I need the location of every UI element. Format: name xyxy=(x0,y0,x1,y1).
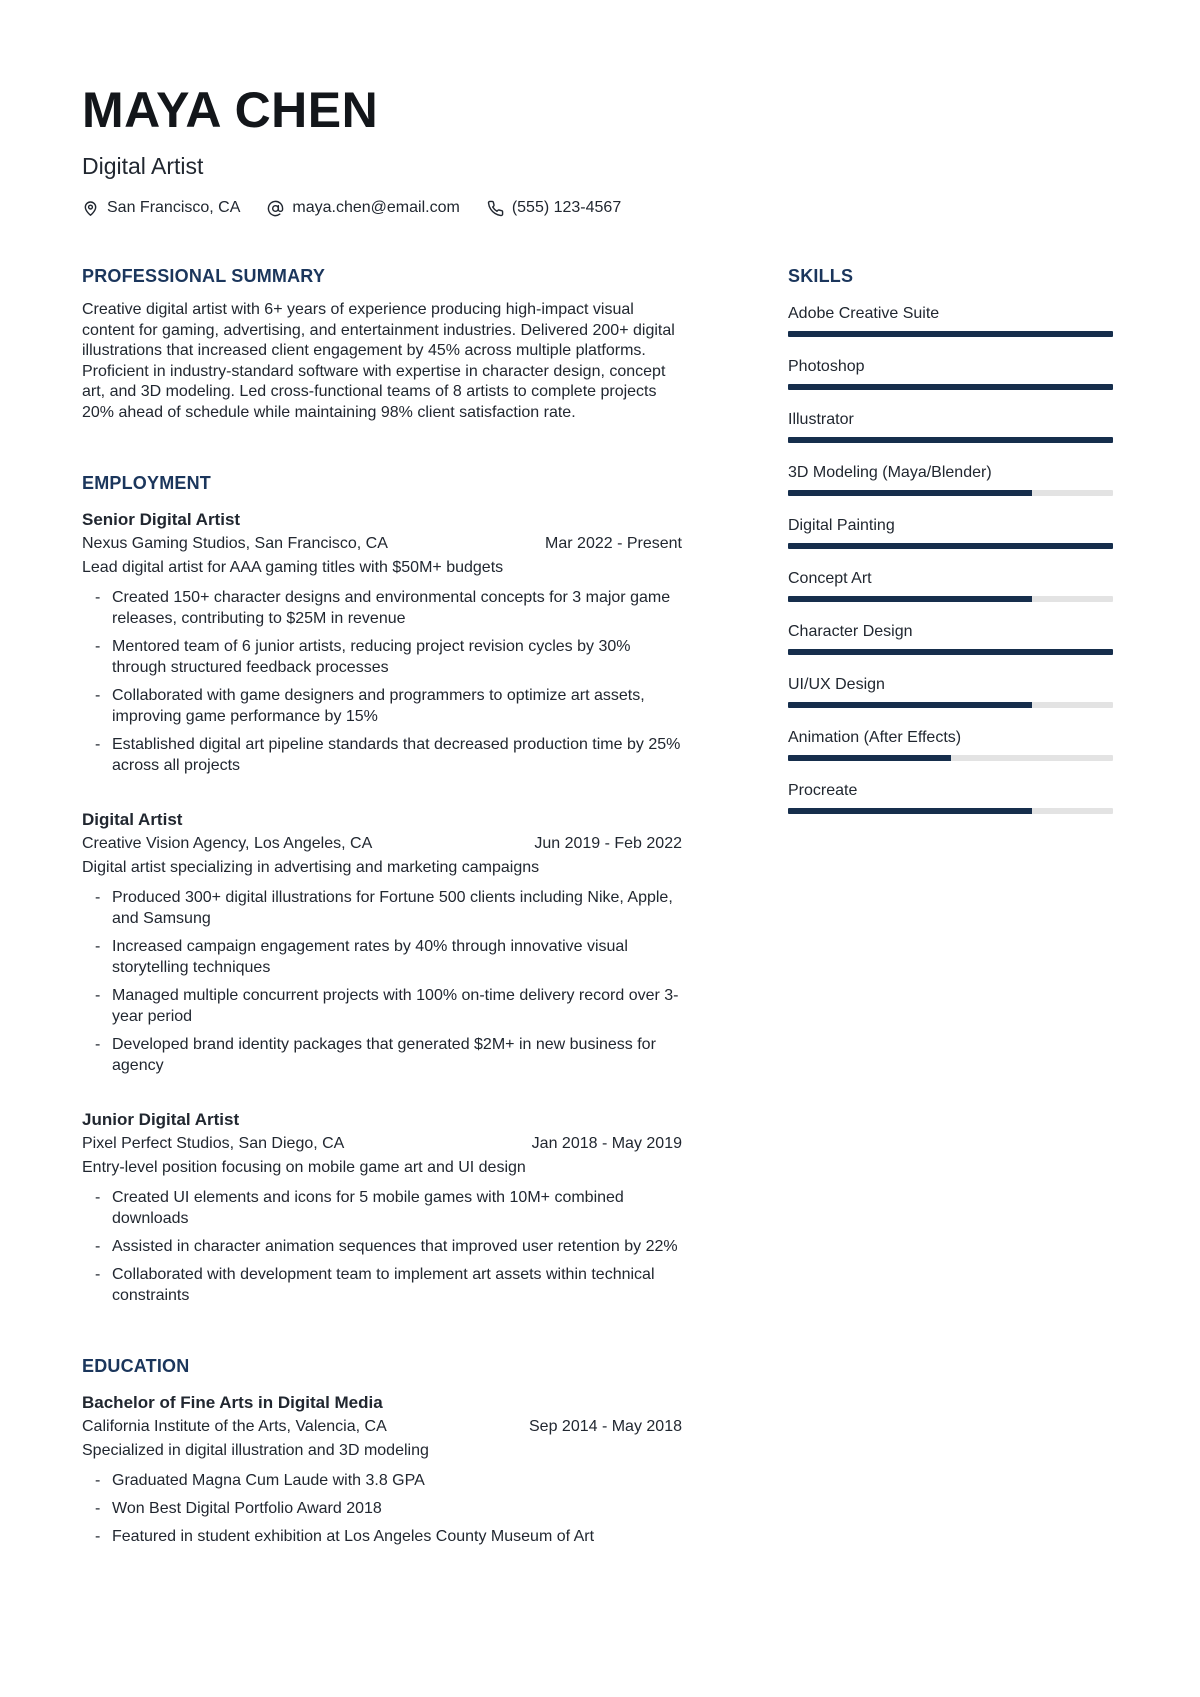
skill-item xyxy=(788,621,1113,655)
section-education xyxy=(82,1356,682,1547)
education-bullet-list xyxy=(82,1470,682,1547)
education-meta-row xyxy=(82,1415,682,1439)
skill-bar-track xyxy=(788,437,1113,443)
job-company: Pixel Perfect Studios, San Diego, CA xyxy=(82,1135,345,1152)
school-name: California Institute of the Arts, Valencia, CA xyxy=(82,1418,387,1435)
phone-icon xyxy=(487,200,504,217)
contact-phone-text: (555) 123-4567 xyxy=(511,199,622,216)
section-employment xyxy=(82,473,682,1306)
contact-email-text: maya.chen@email.com xyxy=(292,199,460,216)
skill-bar-fill xyxy=(788,543,1113,549)
content-columns xyxy=(82,217,1113,1547)
skill-bar-track xyxy=(788,808,1113,814)
at-sign-icon xyxy=(267,200,284,217)
skill-item xyxy=(788,727,1113,761)
skill-name: UI/UX Design xyxy=(788,676,885,693)
education-entry xyxy=(82,1390,682,1547)
section-skills xyxy=(788,266,1113,814)
skill-bar-track xyxy=(788,543,1113,549)
skill-bar-track xyxy=(788,702,1113,708)
bullet-item: - Mentored team of 6 junior artists, reducing project revision cycles by 30% through structured feedback processes xyxy=(82,636,682,678)
job-title: Senior Digital Artist xyxy=(82,510,241,529)
person-job-title: Digital Artist xyxy=(82,153,204,179)
skills-list xyxy=(788,303,1113,814)
bullet-item: - Managed multiple concurrent projects with 100% on-time delivery record over 3-year period xyxy=(82,985,682,1027)
skill-bar-fill xyxy=(788,384,1113,390)
education-description: Specialized in digital illustration and 3D modeling xyxy=(82,1442,429,1459)
job-meta-row xyxy=(82,532,682,556)
skill-item xyxy=(788,780,1113,814)
summary-text: Creative digital artist with 6+ years of experience producing high-impact visual content for gaming, advertising, and entertainment industries. Delivered 200+ digital illustrations that increased client engagement by 45% across multiple platforms. Proficient in industry-standard software with expertise in character design, concept art, and 3D modeling. Led cross-functional teams of 8 artists to complete projects 20% ahead of schedule while maintaining 98% client satisfaction rate. xyxy=(82,301,675,421)
bullet-item: - Increased campaign engagement rates by 40% through innovative visual storytelling techniques xyxy=(82,936,682,978)
skill-item xyxy=(788,674,1113,708)
bullet-item: - Collaborated with game designers and programmers to optimize art assets, improving game performance by 15% xyxy=(82,685,682,727)
skill-item xyxy=(788,303,1113,337)
skill-bar-track xyxy=(788,596,1113,602)
bullet-item: - Produced 300+ digital illustrations for Fortune 500 clients including Nike, Apple, and Samsung xyxy=(82,887,682,929)
job-entry xyxy=(82,807,682,1076)
job-title: Junior Digital Artist xyxy=(82,1110,240,1129)
skill-name: Adobe Creative Suite xyxy=(788,305,940,322)
job-description: Digital artist specializing in advertising and marketing campaigns xyxy=(82,859,540,876)
skill-bar-track xyxy=(788,649,1113,655)
job-dates: Mar 2022 - Present xyxy=(545,535,682,552)
job-bullet-list xyxy=(82,1187,682,1306)
bullet-item: - Won Best Digital Portfolio Award 2018 xyxy=(82,1498,682,1519)
contact-phone xyxy=(487,199,621,217)
skill-bar-fill xyxy=(788,702,1032,708)
contact-location xyxy=(82,199,240,217)
sidebar-column xyxy=(788,217,1113,833)
resume-header xyxy=(82,84,1113,217)
skill-bar-track xyxy=(788,384,1113,390)
job-meta-row xyxy=(82,832,682,856)
skill-bar-track xyxy=(788,331,1113,337)
skill-name: Procreate xyxy=(788,782,858,799)
bullet-item: - Graduated Magna Cum Laude with 3.8 GPA xyxy=(82,1470,682,1491)
job-bullet-list xyxy=(82,587,682,776)
skill-name: Character Design xyxy=(788,623,913,640)
bullet-item: - Assisted in character animation sequences that improved user retention by 22% xyxy=(82,1236,682,1257)
skill-name: 3D Modeling (Maya/Blender) xyxy=(788,464,992,481)
contact-email xyxy=(267,199,459,217)
skill-bar-fill xyxy=(788,490,1032,496)
skill-item xyxy=(788,568,1113,602)
bullet-item: - Collaborated with development team to implement art assets within technical constraints xyxy=(82,1264,682,1306)
degree-title: Bachelor of Fine Arts in Digital Media xyxy=(82,1393,383,1412)
skill-bar-fill xyxy=(788,437,1113,443)
bullet-item: - Created 150+ character designs and environmental concepts for 3 major game releases, contributing to $25M in revenue xyxy=(82,587,682,629)
location-pin-icon xyxy=(82,200,99,217)
skill-item xyxy=(788,356,1113,390)
bullet-item: - Established digital art pipeline standards that decreased production time by 25% across all projects xyxy=(82,734,682,776)
job-company: Nexus Gaming Studios, San Francisco, CA xyxy=(82,535,388,552)
skill-bar-fill xyxy=(788,808,1032,814)
job-meta-row xyxy=(82,1132,682,1156)
skill-name: Illustrator xyxy=(788,411,854,428)
main-column xyxy=(82,217,682,1547)
job-bullet-list xyxy=(82,887,682,1076)
skill-bar-track xyxy=(788,490,1113,496)
job-company: Creative Vision Agency, Los Angeles, CA xyxy=(82,835,373,852)
summary-heading: PROFESSIONAL SUMMARY xyxy=(82,266,326,286)
job-dates: Jan 2018 - May 2019 xyxy=(531,1135,682,1152)
job-dates: Jun 2019 - Feb 2022 xyxy=(534,835,682,852)
skill-name: Photoshop xyxy=(788,358,865,375)
skill-bar-fill xyxy=(788,596,1032,602)
education-heading: EDUCATION xyxy=(82,1356,190,1376)
contact-location-text: San Francisco, CA xyxy=(107,199,241,216)
job-description: Lead digital artist for AAA gaming titles with $50M+ budgets xyxy=(82,559,504,576)
skill-name: Digital Painting xyxy=(788,517,895,534)
person-name: MAYA CHEN xyxy=(82,82,379,138)
skill-item xyxy=(788,462,1113,496)
job-title: Digital Artist xyxy=(82,810,183,829)
bullet-item: - Developed brand identity packages that generated $2M+ in new business for agency xyxy=(82,1034,682,1076)
bullet-item: - Featured in student exhibition at Los Angeles County Museum of Art xyxy=(82,1526,682,1547)
job-entry xyxy=(82,1107,682,1306)
skill-bar-fill xyxy=(788,755,951,761)
skills-heading: SKILLS xyxy=(788,266,854,286)
education-dates: Sep 2014 - May 2018 xyxy=(529,1418,682,1435)
skill-item xyxy=(788,515,1113,549)
contact-row xyxy=(82,199,1113,217)
skill-name: Animation (After Effects) xyxy=(788,729,962,746)
skill-bar-fill xyxy=(788,649,1113,655)
job-description: Entry-level position focusing on mobile game art and UI design xyxy=(82,1159,526,1176)
skill-bar-fill xyxy=(788,331,1113,337)
skill-item xyxy=(788,409,1113,443)
bullet-item: - Created UI elements and icons for 5 mobile games with 10M+ combined downloads xyxy=(82,1187,682,1229)
job-entry xyxy=(82,507,682,776)
skill-name: Concept Art xyxy=(788,570,872,587)
employment-heading: EMPLOYMENT xyxy=(82,473,212,493)
section-professional-summary xyxy=(82,266,682,423)
skill-bar-track xyxy=(788,755,1113,761)
